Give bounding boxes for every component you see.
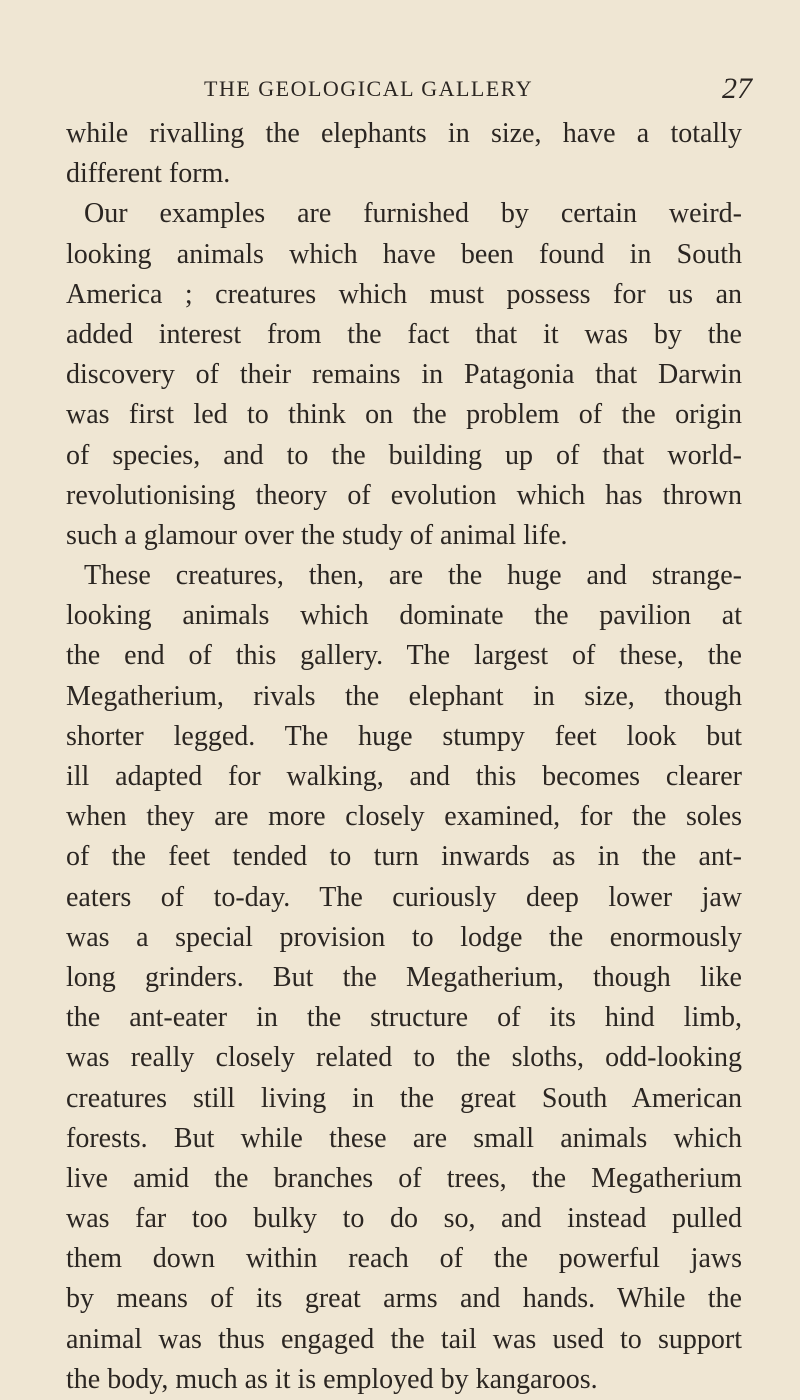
body-text: [66, 114, 742, 1400]
text-line: of the feet tended to turn inwards as in the ant-: [66, 841, 742, 873]
text-line: the end of this gallery. The largest of these, the: [66, 640, 742, 672]
text-line: the body, much as it is employed by kangaroos.: [66, 1363, 598, 1395]
running-head-title: THE GEOLOGICAL GALLERY: [204, 76, 534, 101]
text-line: while rivalling the elephants in size, have a totally: [66, 118, 742, 149]
text-line: These creatures, then, are the huge and strange-: [84, 560, 742, 592]
text-line: forests. But while these are small animals which: [66, 1122, 742, 1154]
running-head: [70, 72, 760, 112]
text-line: by means of its great arms and hands. While the: [66, 1283, 742, 1315]
text-line: when they are more closely examined, for the soles: [66, 801, 742, 833]
text-line: looking animals which have been found in South: [66, 238, 742, 270]
page-number: 27: [722, 72, 752, 105]
text-line: revolutionising theory of evolution which has thrown: [66, 479, 742, 511]
text-line: live amid the branches of trees, the Megatherium: [66, 1162, 742, 1194]
text-line: of species, and to the building up of that world-: [66, 439, 742, 471]
text-line: America ; creatures which must possess for us an: [66, 278, 742, 310]
text-line: Our examples are furnished by certain weird-: [84, 198, 742, 230]
text-line: creatures still living in the great South American: [66, 1082, 742, 1114]
text-line: ill adapted for walking, and this becomes clearer: [66, 761, 742, 792]
text-line: animal was thus engaged the tail was used to support: [66, 1323, 742, 1355]
text-line: different form.: [66, 158, 231, 190]
text-line: such a glamour over the study of animal life.: [66, 519, 568, 551]
text-line: was first led to think on the problem of the origin: [66, 399, 742, 431]
text-line: was far too bulky to do so, and instead pulled: [66, 1203, 742, 1235]
text-line: was really closely related to the sloths, odd-looking: [66, 1042, 742, 1074]
text-line: looking animals which dominate the pavilion at: [66, 600, 742, 632]
text-line: Megatherium, rivals the elephant in size, though: [66, 680, 742, 712]
text-line: the ant-eater in the structure of its hind limb,: [66, 1002, 742, 1034]
text-line: added interest from the fact that it was by the: [66, 318, 742, 350]
text-line: was a special provision to lodge the enormously: [66, 921, 742, 953]
text-line: shorter legged. The huge stumpy feet look but: [66, 720, 742, 752]
text-line: long grinders. But the Megatherium, though like: [66, 961, 742, 993]
text-line: eaters of to-day. The curiously deep lower jaw: [66, 881, 742, 913]
text-line: discovery of their remains in Patagonia that Darwin: [66, 359, 742, 391]
text-line: them down within reach of the powerful jaws: [66, 1243, 742, 1275]
